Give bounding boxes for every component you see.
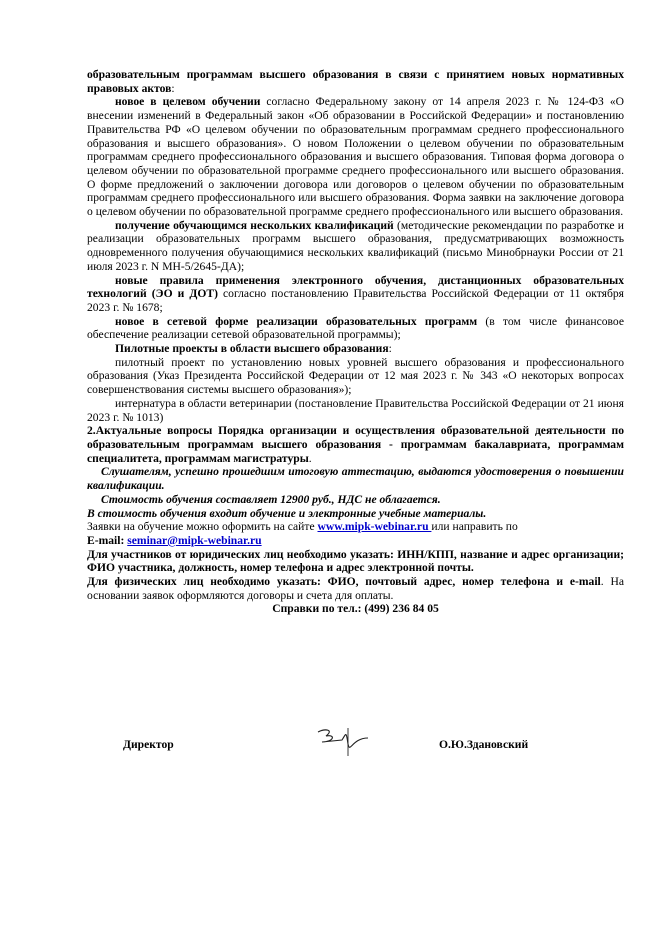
- certificate-note: Слушателям, успешно прошедшим итоговую аттестацию, выдаются удостоверения о повышении квалификации.: [87, 465, 624, 493]
- phone-info: Справки по тел.: (499) 236 84 05: [272, 602, 439, 616]
- apply-paragraph: Заявки на обучение можно оформить на сайте www.mipk-webinar.ru или направить по E-mail: seminar@mipk-webinar.ru: [87, 520, 518, 547]
- included-note: В стоимость обучения входит обучение и электронные учебные материалы.: [87, 506, 487, 520]
- price-note: Стоимость обучения составляет 12900 руб., НДС не облагается.: [101, 492, 441, 506]
- pilot-item-1: пилотный проект по установлению новых уровней высшего образования и профессионального образования (Указ Президента Российской Федерации от 12 мая 2023 г. № 343 «О некоторых вопросах совершенствования системы высшего образования»);: [87, 355, 624, 397]
- signature-block: [87, 724, 624, 764]
- director-name: О.Ю.Здановский: [439, 738, 529, 751]
- item-target-training: новое в целевом обучении согласно Федеральному закону от 14 апреля 2023 г. № 124-ФЗ «О внесении изменений в Федеральный закон «Об образовании в Российской Федерации» и постановлению Правительства РФ «О целевом обучении по образовательным программам среднего профессионального образования и высшего образования». О новом Положении о целевом обучении по образовательным программам среднего профессионального образования и высшего образования. Типовая форма договора о целевом обучении по образовательной программе среднего профессионального или высшего образования. О форме предложений о заключении договора или договоров о целевом обучении по образовательным программам среднего профессионального или высшего образования. Форма заявки на заключение договора о целевом обучении по образовательной программе среднего профессионального или высшего образования.: [87, 95, 624, 219]
- item-multiple-qualifications: получение обучающимся нескольких квалификаций (методические рекомендации по разработке и реализации образовательных программ высшего образования, предусматривающих возможность одновременного получения обучающимися нескольких квалификаций (письмо Минобрнауки России от 21 июля 2023 г. N МН-5/2645-ДА);: [87, 218, 624, 273]
- item-network-form: новое в сетевой форме реализации образовательных программ (в том числе финансовое обеспечение реализации сетевой образовательной программы);: [87, 314, 625, 342]
- site-link[interactable]: www.mipk-webinar.ru: [317, 520, 432, 534]
- individuals-note: Для физических лиц необходимо указать: ФИО, почтовый адрес, номер телефона и e-mail. На основании заявок оформляются договоры и счета для оплаты.: [87, 575, 624, 602]
- email-link[interactable]: seminar@mipk-webinar.ru: [127, 533, 262, 547]
- pilot-item-2: интернатура в области ветеринарии (постановление Правительства Российской Федерации от 21 июня 2023 г. № 1013): [87, 396, 624, 424]
- legal-entities-note: Для участников от юридических лиц необходимо указать: ИНН/КПП, название и адрес организации; ФИО участника, должность, номер телефона и адрес электронной почты.: [87, 547, 624, 575]
- section-2-heading: 2.Актуальные вопросы Порядка организации и осуществления образовательной деятельности по образовательным программам высшего образования - программам бакалавриата, программам специалитета, программам магистратуры.: [87, 424, 624, 465]
- item-e-learning: новые правила применения электронного обучения, дистанционных образовательных технологий (ЭО и ДОТ) согласно постановлению Правительства Российской Федерации от 11 октября 2023 г. № 1678;: [87, 273, 624, 314]
- document-body: [87, 68, 624, 616]
- section-1-heading-cont: образовательным программам высшего образования в связи с принятием новых нормативных правовых актов:: [87, 68, 624, 95]
- director-title: Директор: [123, 738, 174, 751]
- signature-icon: [312, 724, 372, 760]
- item-pilot-projects: Пилотные проекты в области высшего образования:: [115, 342, 392, 356]
